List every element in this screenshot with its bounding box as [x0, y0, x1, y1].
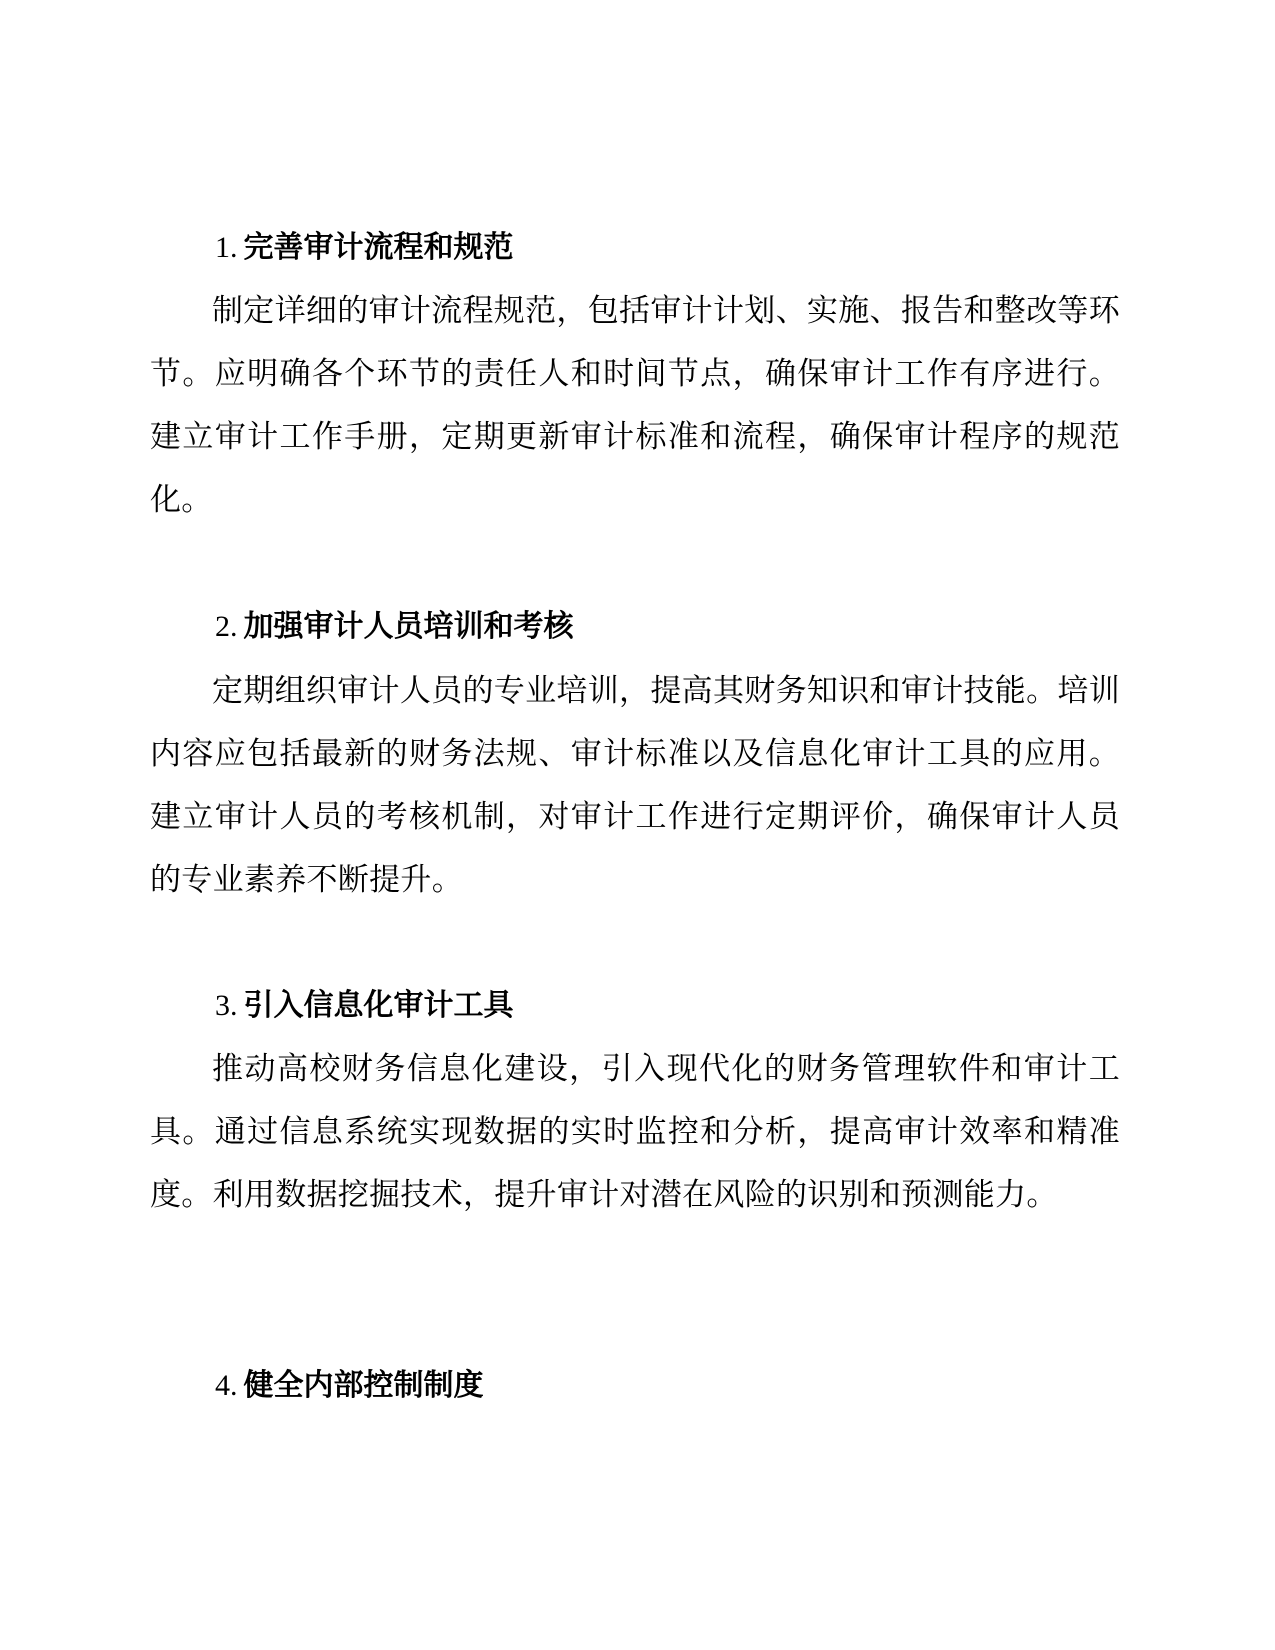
section-3-number: 3.: [215, 989, 238, 1022]
section-3-heading: [215, 984, 514, 1028]
section-4-heading: [215, 1364, 484, 1408]
section-2-number: 2.: [215, 610, 238, 643]
section-3-title: 引入信息化审计工具: [243, 988, 514, 1023]
section-2-heading: [215, 605, 574, 649]
section-4-title: 健全内部控制制度: [243, 1368, 484, 1403]
section-1-heading: [215, 226, 514, 270]
section-1-number: 1.: [215, 231, 238, 264]
section-2-paragraph: 定期组织审计人员的专业培训，提高其财务知识和审计技能。培训内容应包括最新的财务法规、审计标准以及信息化审计工具的应用。建立审计人员的考核机制，对审计工作进行定期评价，确保审计人员的专业素养不断提升。: [150, 673, 1120, 898]
section-1-paragraph: 制定详细的审计流程规范，包括审计计划、实施、报告和整改等环节。应明确各个环节的责任人和时间节点，确保审计工作有序进行。建立审计工作手册，定期更新审计标准和流程，确保审计程序的规范化。: [150, 293, 1120, 518]
section-4-number: 4.: [215, 1369, 238, 1402]
section-3-paragraph: 推动高校财务信息化建设，引入现代化的财务管理软件和审计工具。通过信息系统实现数据的实时监控和分析，提高审计效率和精准度。利用数据挖掘技术，提升审计对潜在风险的识别和预测能力。: [150, 1051, 1120, 1213]
section-1-title: 完善审计流程和规范: [243, 230, 514, 265]
section-2-title: 加强审计人员培训和考核: [243, 609, 574, 644]
